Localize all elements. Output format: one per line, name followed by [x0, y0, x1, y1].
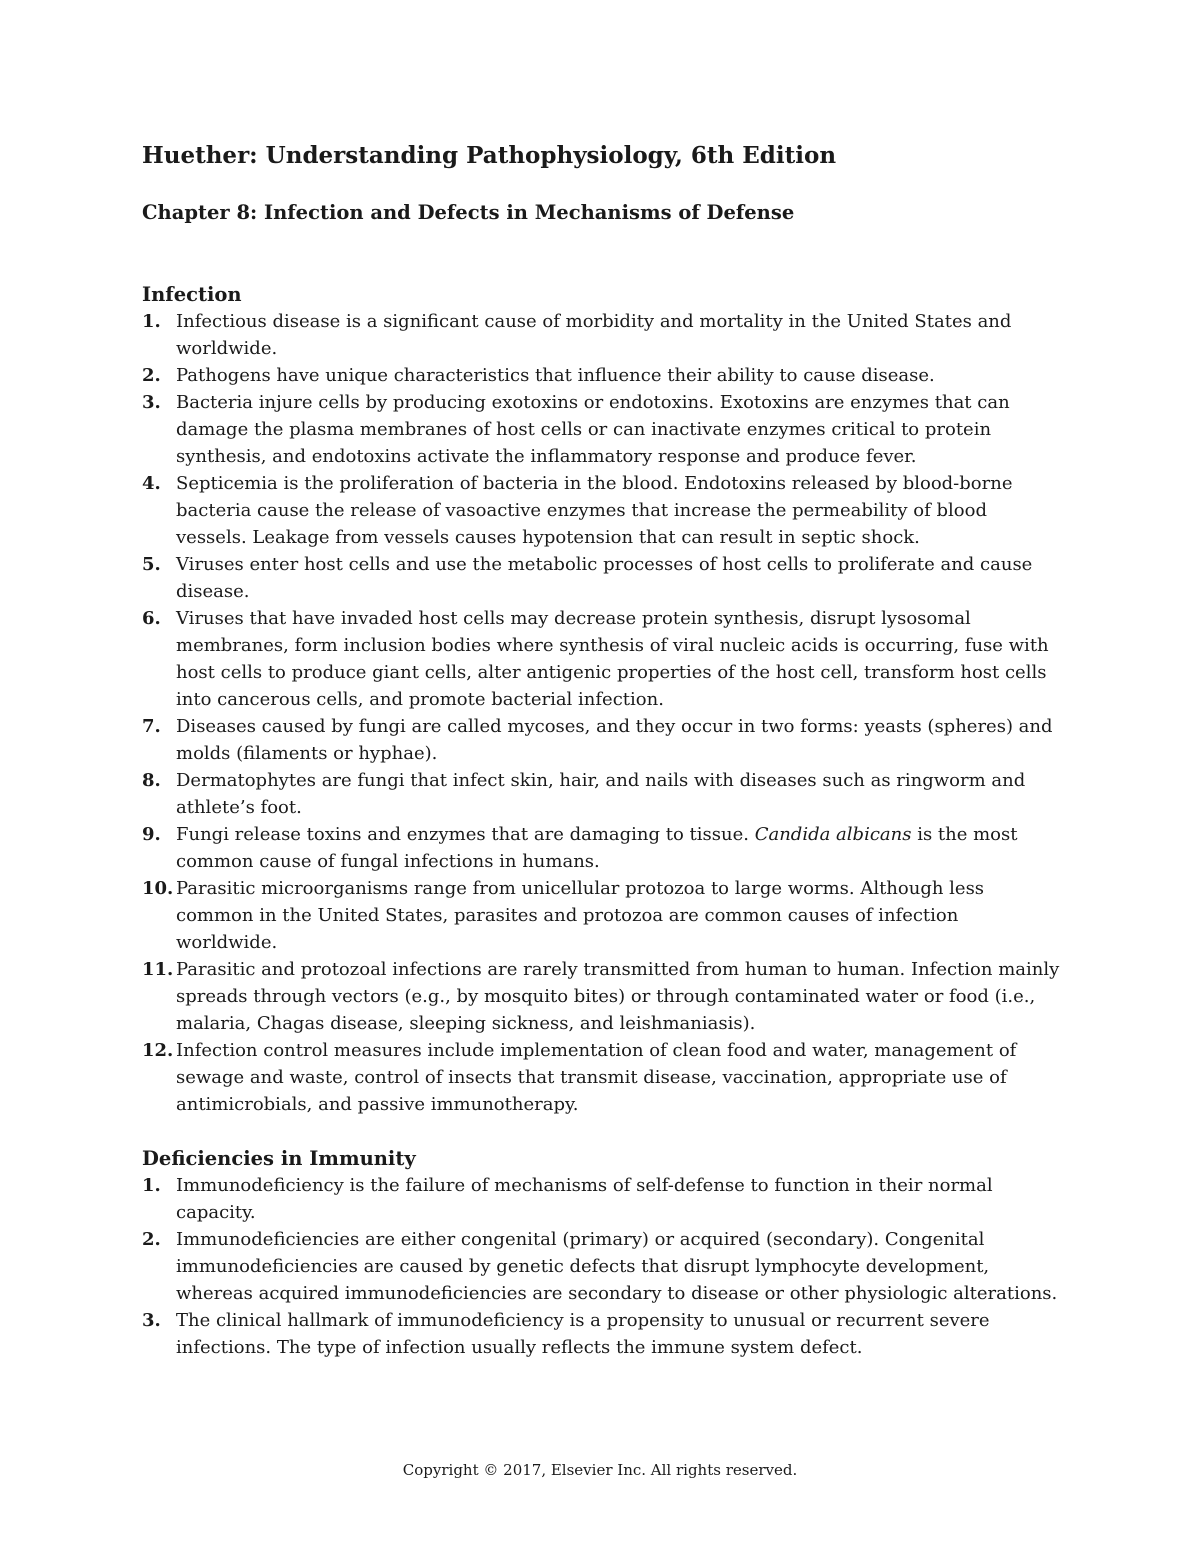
item-number: 9.	[142, 824, 161, 845]
item-text: Infectious disease is a significant cause of morbidity and mortality in the United States and worldwide.	[176, 311, 1012, 359]
item-text: The clinical hallmark of immunodeficiency is a propensity to unusual or recurrent severe infections. The type of infection usually reflects the immune system defect.	[176, 1310, 990, 1358]
item-number: 3.	[142, 392, 161, 413]
item-number: 3.	[142, 1310, 161, 1331]
list-item	[142, 1037, 1062, 1118]
item-number: 11.	[142, 959, 174, 980]
list-item	[142, 821, 1062, 875]
item-text: Immunodeficiency is the failure of mechanisms of self-defense to function in their normal capacity.	[176, 1175, 993, 1223]
list-item	[142, 713, 1062, 767]
section-infection	[142, 281, 1062, 1118]
book-title: Huether: Understanding Pathophysiology, 6th Edition	[142, 142, 837, 169]
list-item	[142, 875, 1062, 956]
list-item	[142, 308, 1062, 362]
item-number: 8.	[142, 770, 161, 791]
list-item	[142, 470, 1062, 551]
item-number: 5.	[142, 554, 161, 575]
list-item	[142, 1172, 1062, 1226]
item-text: Parasitic and protozoal infections are rarely transmitted from human to human. Infection mainly spreads through vectors (e.g., by mosquito bites) or through contaminated water or food (i.e., malaria, Chagas disease, sleeping sickness, and leishmaniasis).	[176, 959, 1060, 1034]
item-text: Bacteria injure cells by producing exotoxins or endotoxins. Exotoxins are enzymes that can damage the plasma membranes of host cells or can inactivate enzymes critical to protein synthesis, and endotoxins activate the inflammatory response and produce fever.	[176, 392, 1010, 467]
item-text: Infection control measures include implementation of clean food and water, management of sewage and waste, control of insects that transmit disease, vaccination, appropriate use of antimicrobials, and passive immunotherapy.	[176, 1040, 1017, 1115]
item-text: Dermatophytes are fungi that infect skin, hair, and nails with diseases such as ringworm and athlete’s foot.	[176, 770, 1026, 818]
numbered-list	[142, 308, 1062, 1118]
section-heading: Infection	[142, 283, 242, 306]
item-text: Immunodeficiencies are either congenital (primary) or acquired (secondary). Congenital immunodeficiencies are caused by genetic defects that disrupt lymphocyte development, whereas acquired immunodeficiencies are secondary to disease or other physiologic alterations.	[176, 1229, 1058, 1304]
item-text: Diseases caused by fungi are called mycoses, and they occur in two forms: yeasts (spheres) and molds (filaments or hyphae).	[176, 716, 1053, 764]
list-item	[142, 1307, 1062, 1361]
section-deficiencies-in-immunity	[142, 1145, 1062, 1361]
list-item	[142, 1226, 1062, 1307]
item-number: 6.	[142, 608, 161, 629]
list-item	[142, 389, 1062, 470]
item-text: Septicemia is the proliferation of bacteria in the blood. Endotoxins released by blood-borne bacteria cause the release of vasoactive enzymes that increase the permeability of blood vessels. Leakage from vessels causes hypotension that can result in septic shock.	[176, 473, 1013, 548]
item-text: Viruses enter host cells and use the metabolic processes of host cells to proliferate and cause disease.	[176, 554, 1033, 602]
item-number: 4.	[142, 473, 161, 494]
list-item	[142, 956, 1062, 1037]
item-number: 12.	[142, 1040, 174, 1061]
copyright-footer: Copyright © 2017, Elsevier Inc. All rights reserved.	[402, 1461, 798, 1479]
item-number: 2.	[142, 365, 161, 386]
item-text: Viruses that have invaded host cells may decrease protein synthesis, disrupt lysosomal membranes, form inclusion bodies where synthesis of viral nucleic acids is occurring, fuse with host cells to produce giant cells, alter antigenic properties of the host cell, transform host cells into cancerous cells, and promote bacterial infection.	[176, 608, 1049, 710]
numbered-list	[142, 1172, 1062, 1361]
item-text-before: Fungi release toxins and enzymes that are damaging to tissue.	[176, 824, 755, 845]
item-text-after: is the most common cause of fungal infections in humans.	[176, 824, 1018, 872]
item-number: 1.	[142, 311, 161, 332]
item-number: 2.	[142, 1229, 161, 1250]
list-item	[142, 767, 1062, 821]
list-item	[142, 362, 1062, 389]
item-number: 1.	[142, 1175, 161, 1196]
chapter-title: Chapter 8: Infection and Defects in Mechanisms of Defense	[142, 201, 795, 224]
item-number: 7.	[142, 716, 161, 737]
section-heading: Deficiencies in Immunity	[142, 1147, 416, 1170]
list-item	[142, 605, 1062, 713]
item-text-italic: Candida albicans	[754, 824, 912, 845]
list-item	[142, 551, 1062, 605]
item-text: Pathogens have unique characteristics that influence their ability to cause disease.	[176, 365, 935, 386]
item-number: 10.	[142, 878, 174, 899]
item-text: Parasitic microorganisms range from unicellular protozoa to large worms. Although less common in the United States, parasites and protozoa are common causes of infection worldwide.	[176, 878, 985, 953]
